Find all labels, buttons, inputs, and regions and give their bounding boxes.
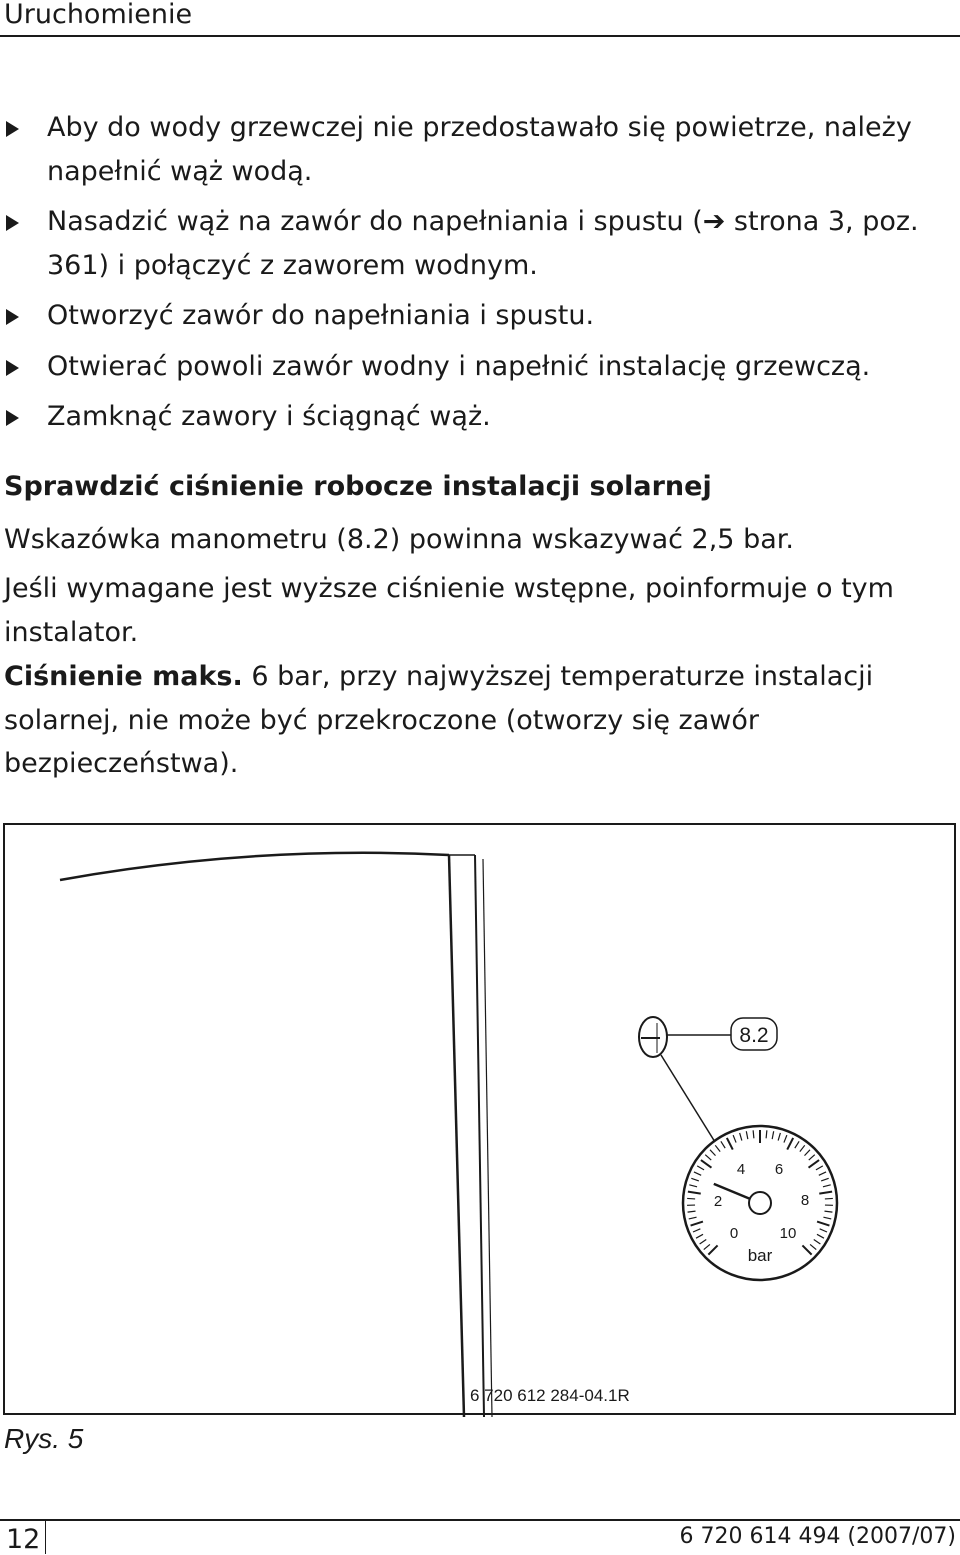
bullet-triangle-icon — [6, 360, 19, 376]
pressure-gauge-illustration — [5, 825, 958, 1417]
gauge-unit-label: bar — [748, 1246, 773, 1265]
gauge-hub — [749, 1192, 771, 1214]
gauge-label-6: 6 — [775, 1161, 783, 1178]
paragraph-gauge-reading: Wskazówka manometru (8.2) powinna wskazywać 2,5 bar. — [4, 518, 956, 562]
step-text: Zamknąć zawory i ściągnąć wąż. — [47, 401, 491, 432]
footer-rule — [0, 1519, 960, 1521]
step-item — [0, 106, 956, 193]
page-header-title: Uruchomienie — [4, 0, 192, 30]
gauge-tick — [766, 1130, 767, 1138]
step-item — [0, 345, 956, 389]
document-number: 6 720 614 494 (2007/07) — [679, 1524, 956, 1549]
step-item — [0, 200, 956, 287]
bullet-triangle-icon — [6, 309, 19, 325]
gauge-label-2: 2 — [714, 1193, 722, 1210]
max-pressure-label: Ciśnienie maks. — [4, 661, 243, 692]
section-heading: Sprawdzić ciśnienie robocze instalacji solarnej — [4, 465, 956, 509]
step-item — [0, 395, 956, 439]
gauge-tick — [687, 1198, 695, 1199]
header-rule — [0, 35, 960, 37]
instruction-steps — [0, 106, 956, 446]
paragraph-preset-pressure: Jeśli wymagane jest wyższe ciśnienie wstępne, poinformuje o tym instalator. — [4, 567, 956, 654]
step-item — [0, 294, 956, 338]
figure-caption: Rys. 5 — [4, 1423, 83, 1455]
gauge-label-0: 0 — [730, 1225, 738, 1242]
step-text: Nasadzić wąż na zawór do napełniania i spustu (➔ strona 3, poz. 361) i połączyć z zaworem wodnym. — [47, 206, 919, 281]
gauge-tick — [753, 1130, 754, 1138]
figure-reference-number: 6 720 612 284-04.1R — [470, 1386, 630, 1406]
step-text: Otwierać powoli zawór wodny i napełnić instalację grzewczą. — [47, 351, 870, 382]
gauge-label-8: 8 — [801, 1192, 809, 1209]
gauge-tick — [825, 1198, 833, 1199]
step-text: Aby do wody grzewczej nie przedostawało się powietrze, należy napełnić wąż wodą. — [47, 112, 912, 187]
page-number: 12 — [6, 1524, 40, 1555]
callout-label: 8.2 — [739, 1024, 768, 1047]
bullet-triangle-icon — [6, 215, 19, 231]
gauge-label-4: 4 — [737, 1161, 745, 1178]
bullet-triangle-icon — [6, 121, 19, 137]
figure-frame — [3, 823, 956, 1415]
gauge-label-10: 10 — [780, 1225, 797, 1242]
max-pressure-text: 6 bar, przy najwyższej temperaturze instalacji solarnej, nie może być przekroczone (otworzy się zawór bezpieczeństwa). — [4, 661, 873, 779]
step-text: Otworzyć zawór do napełniania i spustu. — [47, 300, 594, 331]
paragraph-max-pressure — [4, 655, 956, 786]
bullet-triangle-icon — [6, 410, 19, 426]
footer-divider — [45, 1521, 46, 1554]
